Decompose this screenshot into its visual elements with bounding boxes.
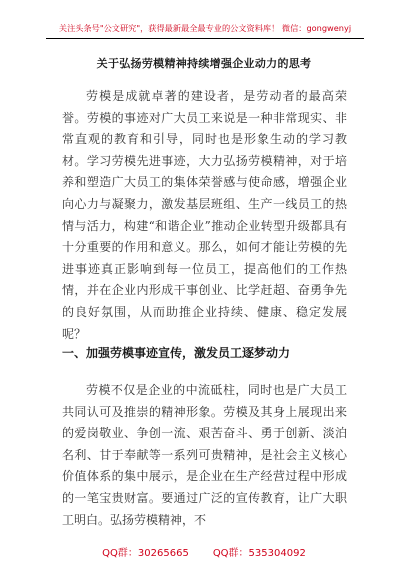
footer-qq-group-2: QQ群：535304092 — [212, 548, 306, 559]
header-banner: 关注头条号"公文研究"，获得最新最全最专业的公文资料库！ 微信：gongwenyj — [46, 18, 364, 39]
intro-paragraph: 劳模是成就卓著的建设者，是劳动者的最高荣誉。劳模的事迹对广大员工来说是一种非常现实、非常直观的教育和引导，同时也是形象生动的学习教材。学习劳模先进事迹，大力弘扬劳模精神，对于培养和塑造广大员工的集体荣誉感与使命感，增强企业向心力与凝聚力，激发基层班组、生产一线员工的热情与活力，构建“和谐企业”推动企业转型升级都具有十分重要的作用和意义。那么，如何才能让劳模的先进事迹真正影响到每一位员工，提高他们的工作热情，并在企业内形成干事创业、比学赶超、奋勇争先的良好氛围，从而助推企业持续、健康、稳定发展呢？ — [62, 89, 347, 341]
section-paragraph: 劳模不仅是企业的中流砥柱，同时也是广大员工共同认可及推崇的精神形象。劳模及其身上展现出来的爱岗敬业、争创一流、艰苦奋斗、勇于创新、淡泊名利、甘于奉献等一系列可贵精神，是社会主义核心价值体系的集中展示，是企业在生产经营过程中形成的一笔宝贵财富。要通过广泛的宣传教育，让广大职工明白。弘扬劳模精神，不 — [62, 383, 347, 527]
footer-qq-group-1: QQ群：30265665 — [102, 548, 189, 559]
footer-banner — [0, 544, 408, 559]
section-heading: 一、加强劳模事迹宣传，激发员工逐梦动力 — [62, 346, 291, 360]
document-title: 关于弘扬劳模精神持续增强企业动力的思考 — [96, 57, 312, 70]
